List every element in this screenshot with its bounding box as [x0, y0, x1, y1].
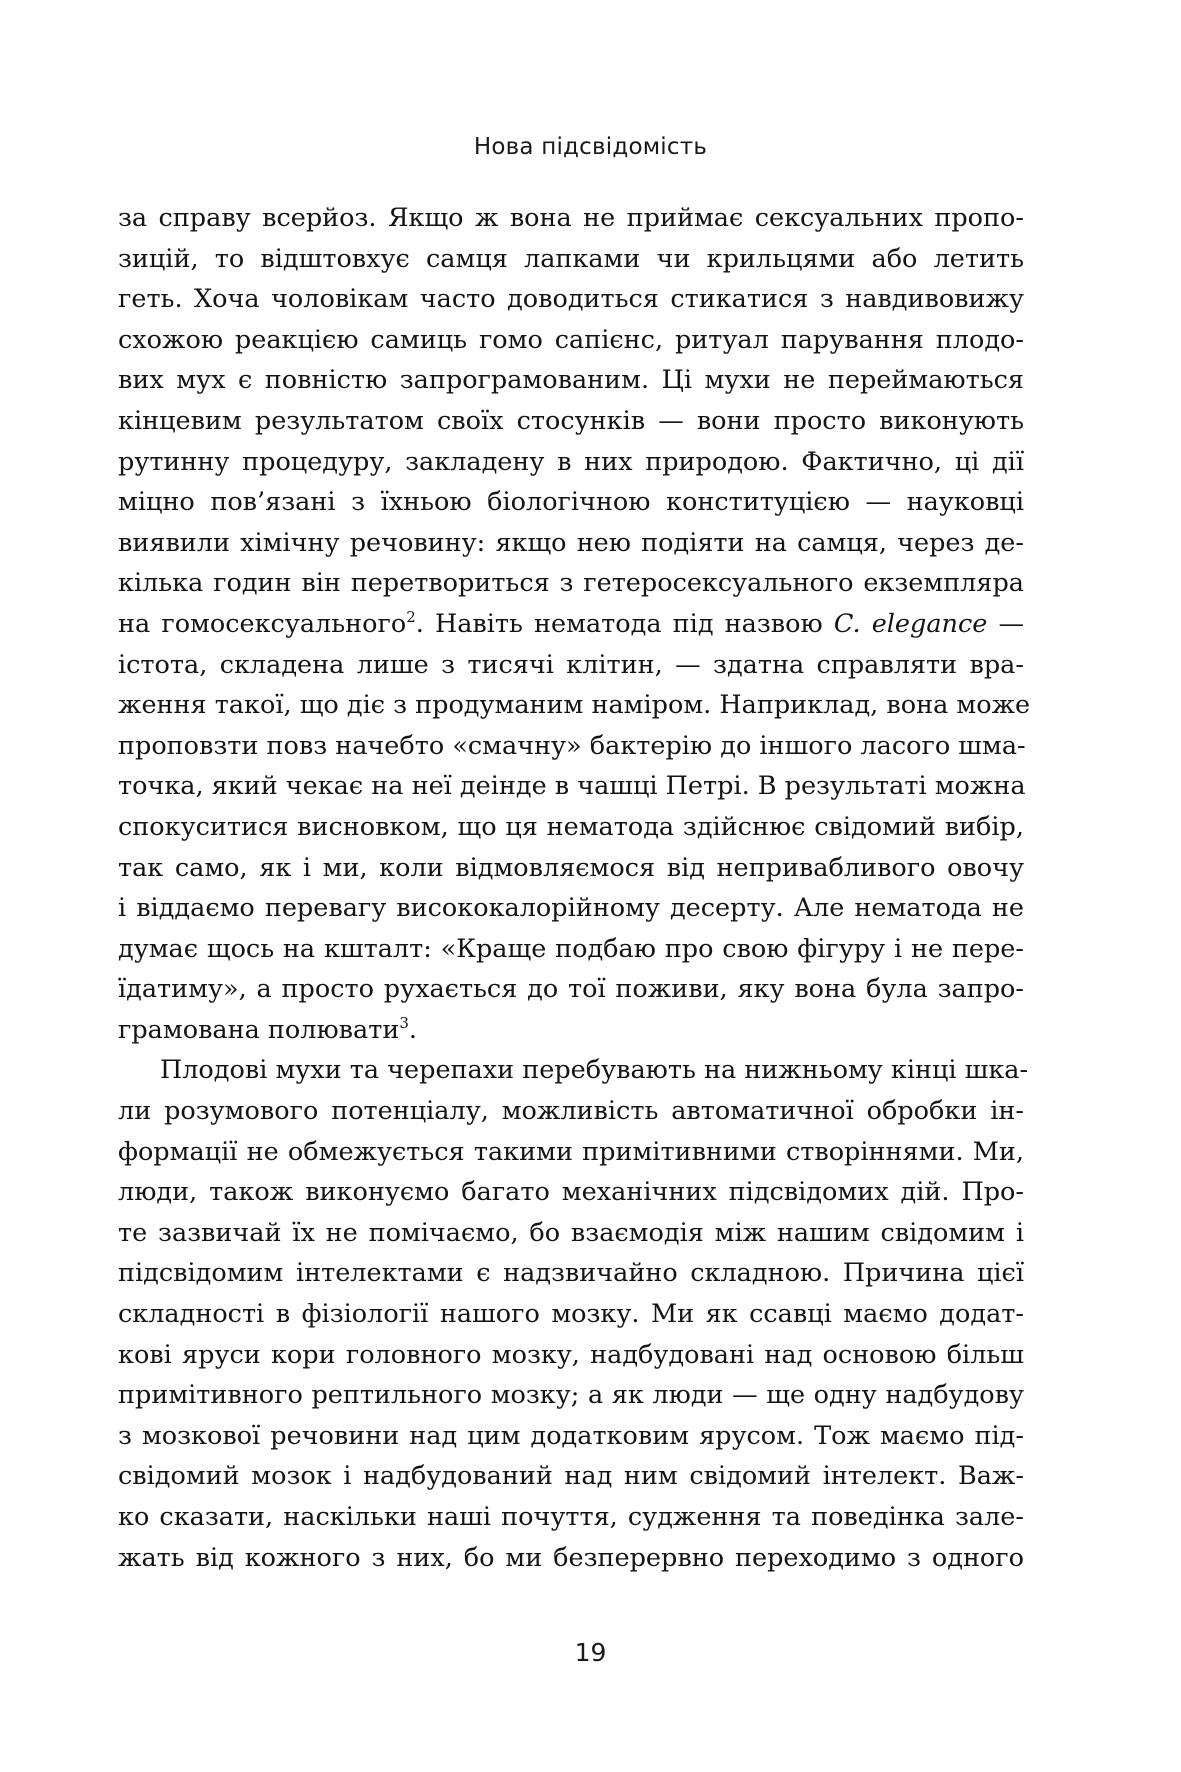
- text-line: схожою реакцією самиць гомо сапієнс, ритуал парування плодо-: [118, 324, 1024, 355]
- text-line: складності в фізіології нашого мозку. Ми як ссавці маємо додат-: [118, 1299, 1024, 1330]
- text-line: те зазвичай їх не помічаємо, бо взаємодія між нашим свідомим і: [118, 1217, 1024, 1248]
- species-name: C. elegance: [833, 608, 988, 639]
- text-line: точка, який чекає на неї деінде в чашці Петрі. В результаті можна: [118, 771, 1026, 802]
- text-line: рутинну процедуру, закладену в них природою. Фактично, ці дії: [118, 446, 1024, 477]
- text-line: їдатиму», а просто рухається до тої поживи, яку вона була запро-: [118, 974, 1024, 1005]
- text-line: кінцевим результатом своїх стосунків — вони просто виконують: [118, 405, 1024, 436]
- text-line: так само, як і ми, коли відмовляємося від непривабливого овочу: [118, 852, 1024, 883]
- text-line: спокуситися висновком, що ця нематода здійснює свідомий вибір,: [118, 811, 1024, 842]
- text-line: виявили хімічну речовину: якщо нею подіяти на самця, через де-: [118, 527, 1024, 558]
- footnote-ref-2: 2: [406, 607, 416, 626]
- text-line: свідомий мозок і надбудований над ним свідомий інтелект. Важ-: [118, 1461, 1024, 1492]
- text-line: Плодові мухи та черепахи перебувають на нижньому кінці шка-: [160, 1055, 1029, 1086]
- text-line: зицій, то відштовхує самця лапками чи крильцями або летить: [118, 243, 1024, 274]
- text-line: істота, складена лише з тисячі клітин, — здатна справляти вра-: [118, 649, 1024, 680]
- running-head: Нова підсвідомість: [473, 134, 708, 160]
- footnote-ref-3: 3: [399, 1013, 409, 1032]
- text-line: геть. Хоча чоловікам часто доводиться стикатися з навдивовижу: [118, 284, 1024, 315]
- text-fragment: —: [987, 608, 1024, 639]
- body-text: [118, 198, 1031, 1578]
- text-line: вих мух є повністю запрограмованим. Ці мухи не переймаються: [118, 365, 1024, 396]
- text-line-with-footnote: [118, 1010, 1024, 1051]
- text-line: примітивного рептильного мозку; а як люди — ще одну надбудову: [118, 1380, 1024, 1411]
- text-line: думає щось на кшталт: «Краще подбаю про свою фігуру і не пере-: [118, 933, 1024, 964]
- text-line: міцно пов’язані з їхньою біологічною конституцією — науковці: [118, 487, 1024, 518]
- text-line: ко сказати, наскільки наші почуття, судження та поведінка зале-: [118, 1502, 1024, 1532]
- text-line: жать від кожного з них, бо ми безперервно переходимо з одного: [118, 1542, 1024, 1573]
- text-fragment: грамована полювати: [118, 1014, 400, 1045]
- text-line: за справу всерйоз. Якщо ж вона не приймає сексуальних пропо-: [118, 203, 1024, 233]
- text-line-with-footnote: [118, 604, 1024, 645]
- text-line: і віддаємо перевагу висококалорійному десерту. Але нематода не: [118, 893, 1024, 924]
- text-line: з мозкової речовини над цим додатковим ярусом. Тож маємо під-: [118, 1420, 1024, 1451]
- page-number: 19: [574, 1638, 607, 1667]
- text-line: ження такої, що діє з продуманим наміром. Наприклад, вона може: [118, 690, 1031, 721]
- text-line: кілька годин він перетвориться з гетеросексуального екземпляра: [118, 568, 1024, 599]
- text-fragment: на гомосексуального: [118, 608, 407, 639]
- paragraph-1: [118, 198, 1031, 1050]
- paragraph-2: [118, 1050, 1029, 1578]
- text-line: проповзти повз начебто «смачну» бактерію до іншого ласого шма-: [118, 730, 1026, 761]
- text-line: підсвідомим інтелектами є надзвичайно складною. Причина цієї: [118, 1258, 1024, 1289]
- text-fragment: . Навіть нематода під назвою: [415, 608, 834, 639]
- text-line: ли розумового потенціалу, можливість автоматичної обробки ін-: [118, 1096, 1024, 1127]
- text-fragment: .: [408, 1014, 418, 1045]
- text-line: кові яруси кори головного мозку, надбудовані над основою більш: [118, 1339, 1024, 1370]
- text-line: люди, також виконуємо багато механічних підсвідомих дій. Про-: [118, 1177, 1024, 1208]
- text-line: формації не обмежується такими примітивними створіннями. Ми,: [118, 1136, 1024, 1167]
